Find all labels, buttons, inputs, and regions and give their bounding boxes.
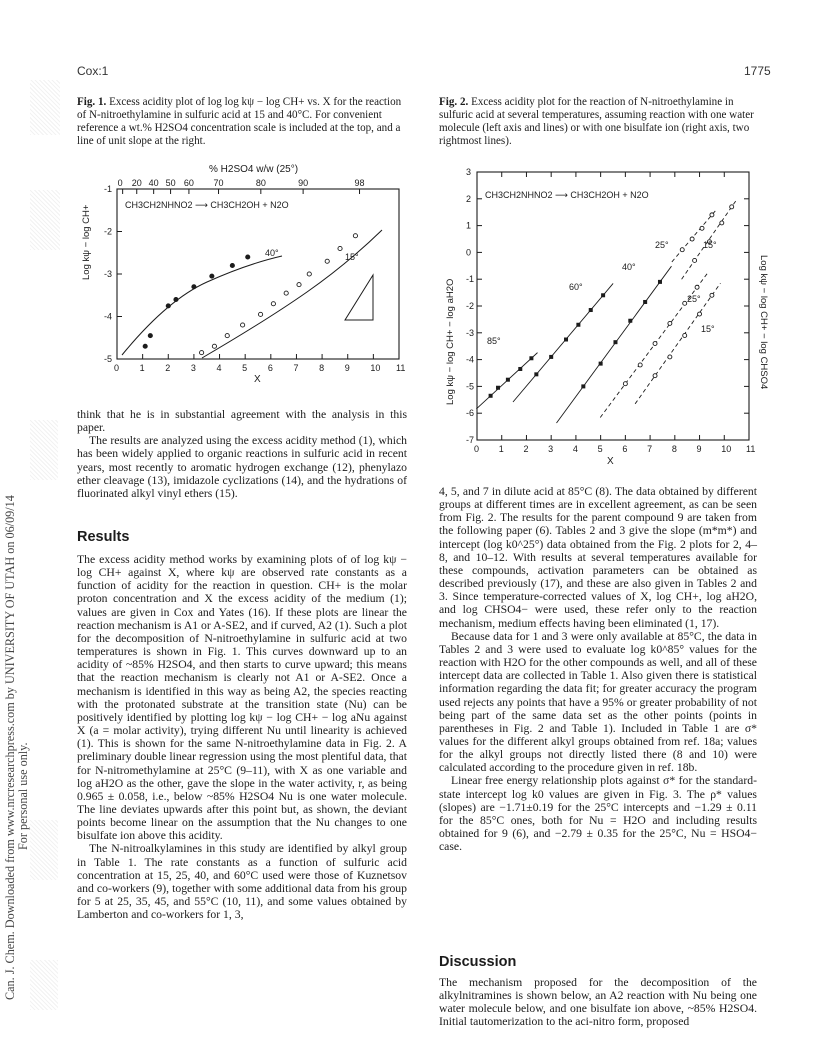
fig2-point — [564, 338, 568, 342]
fig2-point — [529, 356, 533, 360]
fig2-point — [599, 362, 603, 366]
figure-2 — [439, 160, 774, 470]
fig2-point — [700, 226, 704, 230]
right-para-2: Because data for 1 and 3 were only available at 85°C, the data in Tables 2 and 3 were used to evaluate log k0^85° values for the reaction with H2O for the other compounds as well, and all of these intercept data are collected in Table 1. Also given there is statistical information regarding the data fit; for greater accuracy the program used rejects any points that have a 95% or greater probability of not being part of the same data set as the other points (points in parentheses in Fig. 2 and Table 1). Included in Table 1 are σ* values for the different alkyl groups obtained from ref. 18a; values for the alkyl groups not directly listed there (8 and 10) were calculated according to the procedure given in ref. 18b. — [439, 629, 757, 775]
fig2-point — [643, 300, 647, 304]
fig2-point — [496, 386, 500, 390]
right-para-4: The mechanism proposed for the decomposition of the alkylnitramines is shown below, an A2 reaction with Nu being one water molecule below, and one bisulfate ion above, ~85% H2SO4. Initial tautomerization to the aci-nitro form, proposed — [439, 976, 757, 1029]
fig1-top-tick-label: 80 — [255, 178, 266, 188]
fig1-point-15 — [225, 334, 229, 338]
fig2-point — [658, 280, 662, 284]
fig2-caption — [439, 96, 757, 148]
fig2-y-tick-label: 3 — [466, 167, 472, 177]
fig1-point-40 — [210, 274, 214, 278]
fig1-point-15 — [297, 283, 301, 287]
fig2-label-15-water: 15° — [701, 324, 715, 334]
fig2-point — [534, 372, 538, 376]
fig1-point-15 — [325, 259, 329, 263]
fig2-point — [628, 319, 632, 323]
fig2-series-line — [513, 283, 613, 402]
fig1-y-tick-label: -1 — [104, 184, 113, 194]
fig2-point — [518, 367, 522, 371]
scan-artifact — [30, 420, 58, 480]
fig2-y-tick-label: -2 — [466, 301, 475, 311]
watermark-line-2: For personal use only. — [16, 742, 30, 850]
fig2-point — [653, 342, 657, 346]
fig1-x-tick-label: 0 — [114, 363, 120, 373]
fig2-x-tick-label: 4 — [572, 444, 578, 454]
running-header-left: Cox:1 — [77, 64, 109, 78]
fig1-y-ticks — [104, 184, 122, 364]
fig1-point-40 — [166, 304, 170, 308]
left-para-2: The results are analyzed using the excess acidity method (1), which has been widely applied to organic reactions in sulfuric acid in recent years, most recently to aromatic hydrogen exchange (12), phenylazo ether cleavage (13), imidazole cyclizations (14), and the hydrations of fluorinated alkyl vinyl ethers (15). — [77, 434, 407, 500]
fig2-point — [506, 378, 510, 382]
fig1-unit-slope-triangle — [345, 275, 373, 320]
fig2-x-tick-label: 3 — [548, 444, 554, 454]
fig2-caption-text: Excess acidity plot for the reaction of N-nitroethylamine in sulfuric acid at several temperatures, assuming reaction with one water molecule (left axis and lines) or with one bisulfate ion (right axis, two rightmost lines). — [439, 96, 754, 147]
fig1-point-40 — [148, 334, 152, 338]
fig1-top-tick-label: 70 — [213, 178, 224, 188]
watermark-line-1: Can. J. Chem. Downloaded from www.nrcresearchpress.com by UNIVERSITY OF UTAH on 06/09/14 — [3, 495, 17, 1000]
fig1-caption — [77, 96, 407, 148]
fig1-top-tick-label: 60 — [183, 178, 194, 188]
fig1-point-40 — [174, 297, 178, 301]
fig2-label-60: 60° — [569, 282, 583, 292]
fig1-point-15 — [338, 246, 342, 250]
fig1-top-tick-label: 0 — [117, 178, 123, 188]
fig2-x-tick-label: 7 — [647, 444, 653, 454]
fig2-x-tick-label: 8 — [671, 444, 677, 454]
fig1-x-tick-label: 4 — [216, 363, 222, 373]
fig1-point-15 — [284, 291, 288, 295]
fig2-y-tick-label: -6 — [466, 408, 475, 419]
fig1-x-axis-label: X — [254, 374, 261, 385]
fig2-y-tick-label: -4 — [466, 354, 475, 365]
fig2-y-tick-label: -5 — [466, 381, 475, 392]
fig2-point — [683, 333, 687, 337]
fig1-top-tick-label: 20 — [131, 178, 142, 188]
left-para-1: think that he is in substantial agreement with the analysis in this paper. — [77, 408, 407, 435]
fig1-x-ticks — [114, 354, 405, 373]
fig1-point-15 — [271, 302, 275, 306]
fig2-point — [576, 323, 580, 327]
right-column-top — [439, 485, 757, 853]
fig2-point — [695, 285, 699, 289]
fig1-point-40 — [230, 263, 234, 267]
right-para-1: 4, 5, and 7 in dilute acid at 85°C (8). The data obtained by different groups at different times are in excellent agreement, as can be seen from Fig. 2. The results for the parent compound 9 are taken from the following paper (6). Tables 2 and 3 give the slope (m*m*) and intercept (log k0^25°) data obtained from the Fig. 2 plots for 2, 4–8, and 10–12. With results at several temperatures available for these compounds, activation parameters can be obtained as described previously (17), and these are also given in Tables 2 and 3. Since temperature-corrected values of X, log CH+, log aH2O, and log CHSO4− were used, these refer only to the reaction mechanism, medium effects having been eliminated (1, 17). — [439, 485, 757, 630]
fig2-point — [589, 308, 593, 312]
figure-1 — [77, 160, 412, 390]
fig2-point — [601, 293, 605, 297]
fig1-point-15 — [353, 234, 357, 238]
fig1-reaction-label: CH3CH2NHNO2 ⟶ CH3CH2OH + N2O — [125, 200, 289, 210]
left-para-4: The N-nitroalkylamines in this study are identified by alkyl group in Table 1. The rate constants as a function of sulfuric acid concentration at 15, 25, 40, and 60°C used were those of Kuznetsov and co-workers (9), together with some additional data from his group for 5 at 25, 35, 45, and 55°C (10, 11), and some values obtained by Lamberton and co-workers for 1, 3, — [77, 842, 407, 922]
fig2-label-40: 40° — [622, 262, 636, 272]
fig2-reaction-label: CH3CH2NHNO2 ⟶ CH3CH2OH + N2O — [485, 190, 649, 200]
fig2-label-25-water: 25° — [687, 294, 701, 304]
fig2-x-tick-label: 2 — [523, 444, 529, 454]
fig2-y-ticks — [466, 167, 749, 445]
fig2-y-axis-label-right: Log kψ − log CH+ − log CHSO4 — [758, 255, 769, 390]
fig2-x-tick-label: 6 — [622, 444, 628, 454]
fig1-caption-text: Excess acidity plot of log log kψ − log CH+ vs. X for the reaction of N-nitroethylamine in sulfuric acid at 15 and 40°C. For convenient reference a wt.% H2SO4 concentration scale is included at the top, and a line of unit slope at the right. — [77, 96, 402, 147]
discussion-heading: Discussion — [439, 954, 517, 970]
fig2-series-line — [635, 283, 720, 404]
fig2-point — [710, 293, 714, 297]
fig1-y-tick-label: -5 — [104, 354, 113, 364]
fig1-point-15 — [212, 344, 216, 348]
download-watermark — [4, 440, 30, 1000]
fig2-lines — [476, 199, 737, 423]
fig1-point-15 — [241, 323, 245, 327]
fig2-y-tick-label: 1 — [466, 220, 472, 231]
fig2-x-tick-label: 11 — [746, 444, 756, 454]
fig2-label-25-bisulfate: 25° — [655, 240, 669, 250]
fig1-point-15 — [258, 312, 262, 316]
fig2-point — [690, 237, 694, 241]
fig2-point — [549, 355, 553, 359]
fig1-x-tick-label: 5 — [242, 363, 248, 373]
fig1-x-tick-label: 9 — [344, 363, 350, 373]
scan-artifact — [30, 190, 60, 250]
fig2-point — [653, 374, 657, 378]
scan-artifact — [30, 820, 58, 880]
fig1-x-tick-label: 11 — [396, 363, 406, 373]
fig1-point-40 — [192, 285, 196, 289]
right-para-3: Linear free energy relationship plots against σ* for the standard-state intercept log k0 values are given in Fig. 3. The ρ* values (slopes) are −1.71±0.19 for the 25°C intercepts and −1.29 ± 0.11 for the 85°C ones, both for Nu = H2O and including results obtained for 9 (6), and −2.79 ± 0.35 for the 25°C, Nu = HSO4− case. — [439, 774, 757, 854]
fig2-y-tick-label: -1 — [466, 274, 475, 285]
fig2-x-axis-label: X — [607, 456, 614, 467]
fig2-point — [623, 382, 627, 386]
fig1-y-tick-label: -2 — [104, 226, 113, 237]
fig2-point — [668, 321, 672, 325]
fig1-point-15 — [200, 351, 204, 355]
fig1-top-tick-label: 90 — [298, 178, 309, 188]
fig2-point — [730, 205, 734, 209]
fig1-curve-15 — [202, 230, 382, 358]
results-heading: Results — [77, 529, 130, 545]
fig1-x-tick-label: 1 — [139, 363, 145, 373]
fig2-point — [581, 384, 585, 388]
fig1-top-axis-label: % H2SO4 w/w (25°) — [209, 164, 299, 175]
fig2-y-tick-label: 2 — [466, 193, 472, 204]
fig2-label-15-bisulfate: 15° — [703, 240, 717, 250]
fig2-point — [489, 394, 493, 398]
fig1-caption-label: Fig. 1. — [77, 96, 107, 108]
fig1-x-tick-label: 3 — [190, 363, 196, 373]
left-column-top — [77, 408, 407, 500]
fig1-top-tick-label: 40 — [148, 178, 159, 188]
fig1-y-tick-label: -4 — [104, 311, 113, 322]
fig1-y-axis-label: Log kψ − log CH+ — [81, 204, 92, 280]
fig2-x-tick-label: 9 — [696, 444, 702, 454]
fig1-point-40 — [143, 344, 147, 348]
right-column-bottom — [439, 976, 757, 1029]
fig1-x-tick-label: 8 — [319, 363, 325, 373]
fig2-label-85: 85° — [487, 336, 501, 346]
fig2-x-tick-label: 10 — [721, 444, 732, 454]
fig2-series-line — [672, 210, 717, 262]
fig2-point — [638, 363, 642, 367]
scan-artifact — [30, 80, 60, 135]
fig2-point — [680, 248, 684, 252]
fig2-y-tick-label: 0 — [466, 247, 472, 258]
fig2-y-tick-label: -7 — [466, 435, 475, 445]
fig1-curve-40 — [122, 256, 282, 355]
left-para-3: The excess acidity method works by examining plots of of log kψ − log CH+ against X, where kψ are observed rate constants as a function of acidity for the reaction in question. CH+ is the molar proton concentration and X the excess acidity of the medium (1); values are given in Cox and Yates (16). If these plots are linear the reaction mechanism is A1 or A-SE2, and if curved, A2 (1). Such a plot for the decomposition of N-nitroethylamine in sulfuric acid at two temperatures is shown in Fig. 1. This curves downward up to an acidity of ~85% H2SO4, and then starts to curve upward; this means that the reaction mechanism is clearly not A1 or A-SE2. Once a mechanism is identified in this way as being A2, the species reacting with the protonated substrate at the transition state (Nu) can be positively identified by plotting log kψ − log CH+ − log aNu against X (a = molar activity), trying different Nu until linearity is achieved (1). This is shown for the same N-nitroethylamine data in Fig. 2. A preliminary double linear regression using the most plentiful data, that for N-nitromethylamine at 25°C (9–11), with X as one variable and log aH2O as the other, gave the slope in the water activity, r, as being 0.965 ± 0.058, i.e., below ~85% H2SO4 Nu is one water molecule. The line deviates upwards after this point but, as shown, the deviant points become linear on the assumption that the Nu changes to one bisulfate ion above this acidity. — [77, 553, 407, 843]
fig1-top-ticks — [118, 178, 365, 194]
fig2-point — [720, 221, 724, 225]
fig2-y-tick-label: -3 — [466, 327, 475, 338]
fig2-y-axis-label-left: Log kψ − log CH+ − log aH2O — [445, 278, 456, 405]
fig2-caption-label: Fig. 2. — [439, 96, 469, 108]
fig1-x-tick-label: 6 — [267, 363, 273, 373]
fig2-x-tick-label: 1 — [498, 444, 504, 454]
fig1-point-15 — [307, 272, 311, 276]
fig1-plot-frame — [117, 189, 399, 359]
fig1-top-tick-label: 50 — [165, 178, 176, 188]
fig2-point — [698, 312, 702, 316]
fig2-point — [693, 258, 697, 262]
page-number: 1775 — [744, 64, 771, 78]
scan-artifact — [30, 960, 58, 1010]
fig1-points — [143, 234, 357, 355]
fig2-point — [668, 355, 672, 359]
left-column-bottom — [77, 553, 407, 921]
fig1-point-40 — [246, 255, 250, 259]
fig1-series-label-40: 40° — [265, 248, 279, 258]
fig2-point — [710, 213, 714, 217]
fig1-x-tick-label: 10 — [370, 363, 381, 373]
fig2-x-tick-label: 0 — [474, 444, 480, 454]
fig2-x-tick-label: 5 — [597, 444, 603, 454]
fig1-x-tick-label: 2 — [165, 363, 171, 373]
fig2-point — [613, 340, 617, 344]
fig1-top-tick-label: 98 — [354, 178, 365, 188]
fig1-x-tick-label: 7 — [293, 363, 299, 373]
fig1-y-tick-label: -3 — [104, 269, 113, 279]
fig1-series-label-15: 15° — [345, 252, 359, 262]
